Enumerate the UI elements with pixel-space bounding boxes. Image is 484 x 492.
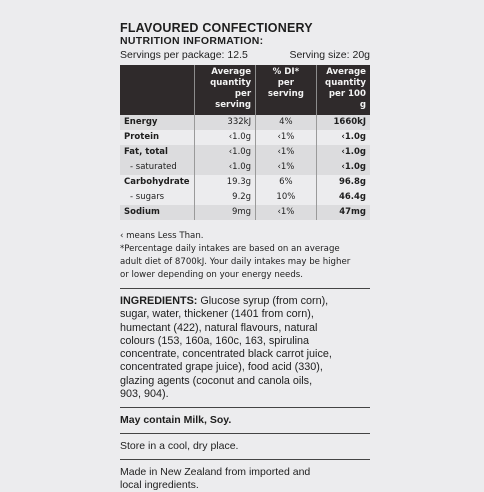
divider [120, 288, 370, 289]
di-value: 6% [256, 175, 317, 190]
allergen-statement: May contain Milk, Soy. [120, 414, 232, 427]
di-value: ‹1% [256, 205, 317, 220]
nutrient-name: Fat, total [120, 145, 194, 160]
nutrient-name: Protein [120, 130, 194, 145]
per-serving-value: 9mg [194, 205, 256, 220]
ingredients-line: humectant (422), natural flavours, natural [120, 321, 318, 334]
divider [120, 407, 370, 408]
ingredients-line: glazing agents (coconut and canola oils, [120, 374, 313, 387]
header-nutrient [120, 65, 194, 115]
header-per-100g-line1: Average [326, 67, 366, 77]
origin-statement [120, 466, 370, 492]
nutrition-heading: NUTRITION INFORMATION: [120, 35, 264, 47]
origin-line1: Made in New Zealand from imported and [120, 466, 311, 479]
per-serving-value: ‹1.0g [194, 145, 256, 160]
di-value: 4% [256, 115, 317, 130]
di-note-line3: or lower depending on your energy needs. [120, 270, 304, 280]
per-serving-value: 9.2g [194, 190, 256, 205]
table-row [120, 190, 370, 205]
per-100g-value: 47mg [316, 205, 370, 220]
header-per-100g-line3: per 100 g [328, 89, 366, 110]
di-value: ‹1% [256, 160, 317, 175]
per-serving-value: ‹1.0g [194, 130, 256, 145]
per-100g-value: 1660kJ [316, 115, 370, 130]
product-title: FLAVOURED CONFECTIONERY [120, 21, 313, 35]
nutrient-name: Sodium [120, 205, 194, 220]
header-per-serving-line3: per serving [215, 89, 252, 110]
ingredients-line: concentrated grape juice), food acid (330), [120, 361, 323, 374]
nutrition-table [120, 65, 370, 220]
header-per-serving [194, 65, 256, 115]
header-per-100g [316, 65, 370, 115]
nutrition-table-header [120, 65, 370, 115]
nutrient-name: - saturated [120, 160, 194, 175]
serving-size: Serving size: 20g [289, 49, 370, 61]
per-serving-value: ‹1.0g [194, 160, 256, 175]
servings-row [120, 49, 370, 62]
table-row [120, 145, 370, 160]
ingredients-line: 903, 904). [120, 388, 169, 401]
per-100g-value: ‹1.0g [316, 160, 370, 175]
header-di [256, 65, 317, 115]
origin-line2: local ingredients. [120, 479, 199, 492]
storage-instructions: Store in a cool, dry place. [120, 440, 239, 453]
less-than-note: ‹ means Less Than. [120, 231, 204, 241]
di-note-line1: *Percentage daily intakes are based on an average [120, 244, 340, 254]
ingredients-heading: INGREDIENTS: [120, 295, 198, 307]
divider [120, 459, 370, 460]
per-100g-value: 46.4g [338, 192, 366, 202]
per-serving-value: 19.3g [194, 175, 256, 190]
divider [120, 433, 370, 434]
nutrient-name: Carbohydrate [120, 175, 194, 190]
ingredients-line: concentrate, concentrated black carrot juice, [120, 348, 332, 361]
table-row [120, 175, 370, 190]
nutrient-name: Energy [120, 115, 194, 130]
ingredients-line: sugar, water, thickener (1401 from corn), [120, 308, 314, 321]
per-100g-value: ‹1.0g [341, 132, 366, 142]
header-per-serving-line1: Average [211, 67, 252, 77]
nutrient-name: - sugars [120, 190, 194, 205]
header-di-line2: per serving [267, 78, 304, 99]
header-di-line1: % DI* [272, 67, 300, 77]
servings-per-package: Servings per package: 12.5 [120, 49, 248, 61]
table-row [120, 130, 370, 145]
di-value: ‹1% [256, 145, 317, 160]
table-row [120, 115, 370, 130]
di-note-line2: adult diet of 8700kJ. Your daily intakes may be higher [120, 257, 351, 267]
header-per-100g-line2: quantity [325, 78, 366, 88]
di-value: ‹1% [256, 130, 317, 145]
ingredients [120, 295, 370, 401]
per-100g-value: ‹1.0g [316, 145, 370, 160]
per-100g-value: 96.8g [338, 177, 366, 187]
table-row [120, 160, 370, 175]
di-value: 10% [256, 190, 317, 205]
ingredients-line1 [120, 295, 370, 308]
ingredients-line: colours (153, 160a, 160c, 163, spirulina [120, 334, 310, 347]
table-row [120, 205, 370, 220]
header-per-serving-line2: quantity [210, 78, 252, 88]
per-serving-value: 332kJ [194, 115, 256, 130]
nutrition-label [120, 22, 370, 492]
ingredients-text: Glucose syrup (from corn), [197, 295, 329, 307]
footnotes [120, 230, 370, 282]
